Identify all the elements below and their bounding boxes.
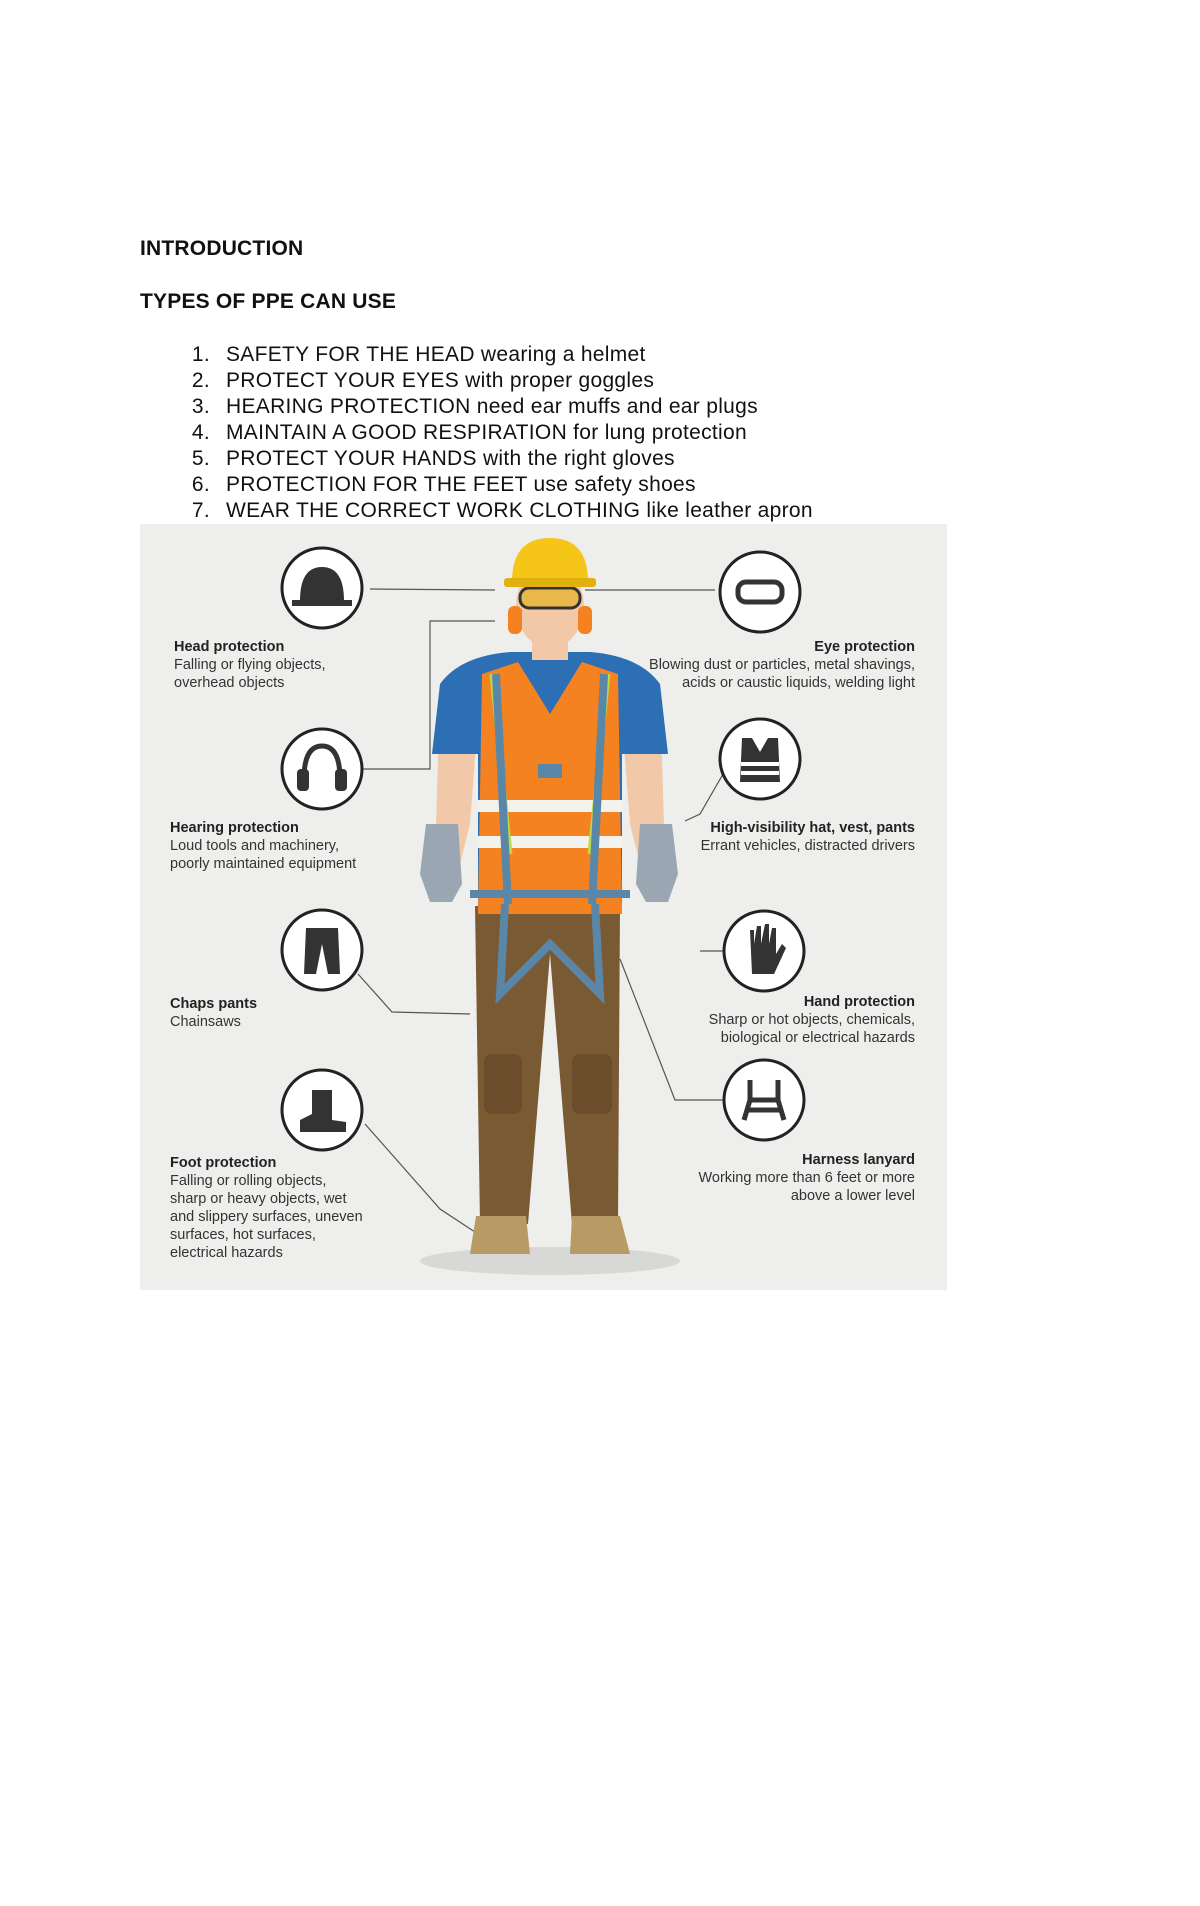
boot-icon [282,1070,362,1150]
harness-icon [724,1060,804,1140]
foot-protection-label: Foot protection Falling or rolling objects, sharp or heavy objects, wet and slippery surfaces, uneven surfaces, hot surfaces, electrical hazards [170,1155,363,1261]
glove-icon [724,911,804,991]
earmuffs-icon [282,729,362,809]
list-item: 5 . PROTECT YOUR HANDS with the right gloves [140,446,813,472]
intro-heading: INTRODUCTION [140,237,304,260]
types-heading: TYPES OF PPE CAN USE [140,290,397,313]
ppe-list [140,342,813,524]
hi-vis-label: High-visibility hat, vest, pants Errant vehicles, distracted drivers [700,820,915,854]
hearing-protection-label: Hearing protection Loud tools and machinery, poorly maintained equipment [170,820,357,872]
chaps-pants-label: Chaps pants Chainsaws [170,996,258,1030]
list-item: 3 . HEARING PROTECTION need ear muffs and ear plugs [140,394,813,420]
eye-protection-label: Eye protection Blowing dust or particles, metal shavings, acids or caustic liquids, welding light [649,639,915,691]
goggles-icon [720,552,800,632]
harness-lanyard-label: Harness lanyard Working more than 6 feet or more above a lower level [698,1152,915,1204]
chaps-pants-icon [282,910,362,990]
list-item: 6 . PROTECTION FOR THE FEET use safety shoes [140,472,813,498]
ppe-infographic [140,524,947,1290]
vest-icon [720,719,800,799]
head-protection-label: Head protection Falling or flying objects, overhead objects [174,639,326,691]
list-item: 1 . SAFETY FOR THE HEAD wearing a helmet [140,342,813,368]
list-item: 4 . MAINTAIN A GOOD RESPIRATION for lung protection [140,420,813,446]
list-item: 2 . PROTECT YOUR EYES with proper goggles [140,368,813,394]
list-item: 7 . WEAR THE CORRECT WORK CLOTHING like leather apron [140,498,813,524]
helmet-icon [282,548,362,628]
hand-protection-label: Hand protection Sharp or hot objects, chemicals, biological or electrical hazards [708,994,915,1046]
